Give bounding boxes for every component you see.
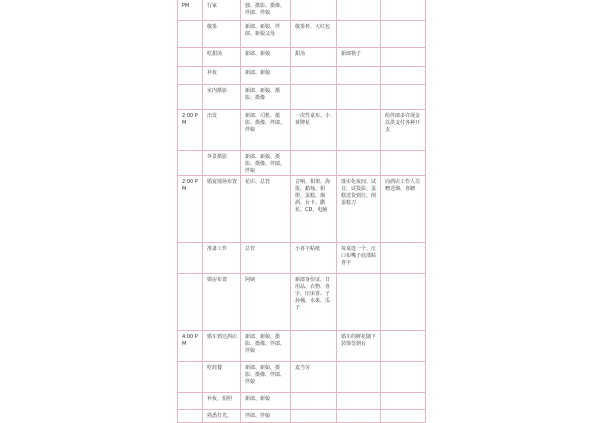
table-cell-people: 新郎、新娘、摄影、摄像、伴郎、伴娘 [241, 331, 291, 362]
table-cell-time [178, 21, 203, 48]
table-cell-people: 新郎、新娘 [241, 393, 291, 410]
table-row [178, 176, 426, 243]
table-cell-item: 补妆，拍照 [203, 393, 241, 410]
table-cell-time: 4:00 PM [178, 331, 203, 362]
table-cell-notes: 新郎筷子 [337, 48, 381, 67]
table-cell-time [178, 393, 203, 410]
table-cell-time [178, 362, 203, 393]
table-cell-time [178, 274, 203, 331]
table-cell-items [291, 67, 337, 85]
table-cell-remark [381, 0, 426, 21]
table-cell-notes: 每桌选一个、压口布嘴子底部贴喜字 [337, 243, 381, 274]
table-cell-item: 补妆 [203, 67, 241, 85]
table-row [178, 274, 426, 331]
table-cell-remark [381, 410, 426, 423]
table-cell-people: 新郎、新娘 [241, 67, 291, 85]
table-cell-item: 行家 [203, 0, 241, 21]
table-cell-item: 外景摄影 [203, 151, 241, 176]
table-cell-item: 婚宴现场布置 [203, 176, 241, 243]
table-cell-notes [337, 410, 381, 423]
table-row [178, 48, 426, 67]
table-cell-remark [381, 21, 426, 48]
table-cell-people: 新郎、司机、摄影、摄像、伴郎、伴娘 [241, 110, 291, 151]
table-cell-notes [337, 110, 381, 151]
table-row [178, 110, 426, 151]
table-cell-remark [381, 151, 426, 176]
table-cell-remark [381, 67, 426, 85]
table-cell-items [291, 85, 337, 110]
table-cell-people: 独、摄影、摄像、伴郎、伴娘 [241, 0, 291, 21]
table-cell-remark [381, 85, 426, 110]
table-cell-people: 新郎、新娘、摄影、摄像、伴郎、伴娘 [241, 362, 291, 393]
table-cell-people: 花店、总管 [241, 176, 291, 243]
table-cell-items [291, 331, 337, 362]
table-cell-people: 新郎、新娘、伴郎、新娘父母 [241, 21, 291, 48]
table-cell-remark [381, 362, 426, 393]
table-cell-items: 小喜字粘纸 [291, 243, 337, 274]
table-cell-item: 室内摄影 [203, 85, 241, 110]
table-row [178, 410, 426, 423]
table-cell-notes: 婚车的鲜花随下装饰签到台 [337, 331, 381, 362]
table-row [178, 243, 426, 274]
table-cell-items: 甜汤 [291, 48, 337, 67]
table-cell-time: 2:00 PM [178, 110, 203, 151]
table-cell-item: 熟悉灯光、 [203, 410, 241, 423]
table-cell-notes [337, 151, 381, 176]
table-cell-remark [381, 331, 426, 362]
table-cell-items [291, 151, 337, 176]
table-cell-remark [381, 274, 426, 331]
table-cell-items [291, 410, 337, 423]
table-cell-time [178, 410, 203, 423]
table-row [178, 393, 426, 410]
table-cell-items [291, 393, 337, 410]
table-cell-time [178, 243, 203, 274]
schedule-table [177, 0, 426, 423]
table-cell-remark [381, 393, 426, 410]
table-cell-remark [381, 48, 426, 67]
table-cell-people: 新郎、新娘、摄影、摄像 [241, 85, 291, 110]
table-cell-item: 吃甜汤 [203, 48, 241, 67]
table-cell-time [178, 151, 203, 176]
table-cell-item: 婚车到达酒店 [203, 331, 241, 362]
table-cell-items: 敬茶杯、大红包 [291, 21, 337, 48]
table-row [178, 151, 426, 176]
table-cell-notes [337, 393, 381, 410]
table-cell-people: 总管 [241, 243, 291, 274]
table-cell-notes [337, 362, 381, 393]
table-cell-items: 一次性桌布、小黄牌花 [291, 110, 337, 151]
table-row [178, 0, 426, 21]
table-row [178, 362, 426, 393]
table-cell-time [178, 48, 203, 67]
table-cell-people: 阿姨 [241, 274, 291, 331]
table-cell-items [291, 0, 337, 21]
table-row [178, 21, 426, 48]
table-cell-people: 新郎、新娘、摄影、摄像、伴郎、伴娘 [241, 151, 291, 176]
table-row [178, 85, 426, 110]
table-cell-item: 吃简餐 [203, 362, 241, 393]
table-cell-notes [337, 67, 381, 85]
table-cell-time: 2:00 PM [178, 176, 203, 243]
table-cell-item: 出发 [203, 110, 241, 151]
table-cell-notes [337, 85, 381, 110]
table-cell-notes [337, 274, 381, 331]
table-row [178, 67, 426, 85]
table-cell-items: 音响、相架、海报、蜡烛、相册、蛋糕、烟酒、台卡、撒花、CD、电脑 [291, 176, 337, 243]
table-cell-remark: 向酒店工作人员赠送烟、喜糖 [381, 176, 426, 243]
table-cell-items: 新郎身份证、日用品、衣物、喜字、压床喜、子孙桶、水果、瓜子 [291, 274, 337, 331]
table-cell-item: 婚房布置 [203, 274, 241, 331]
table-cell-remark: 给伴郎多许现金以供支付各种开支 [381, 110, 426, 151]
table-cell-item: 准备工作 [203, 243, 241, 274]
table-cell-notes [337, 21, 381, 48]
table-cell-notes: 落实化妆间、试音、试投影、蛋糕送货到位、倒蛋糕刀 [337, 176, 381, 243]
table-cell-people: 伴郎、伴娘 [241, 410, 291, 423]
table-cell-people: 新郎、新娘 [241, 48, 291, 67]
table-cell-time [178, 67, 203, 85]
table-cell-items: 麦当劳 [291, 362, 337, 393]
table-cell-item: 敬茶 [203, 21, 241, 48]
table-cell-time: PM [178, 0, 203, 21]
table-cell-time [178, 85, 203, 110]
table-cell-remark [381, 243, 426, 274]
table-row [178, 331, 426, 362]
table-cell-notes [337, 0, 381, 21]
